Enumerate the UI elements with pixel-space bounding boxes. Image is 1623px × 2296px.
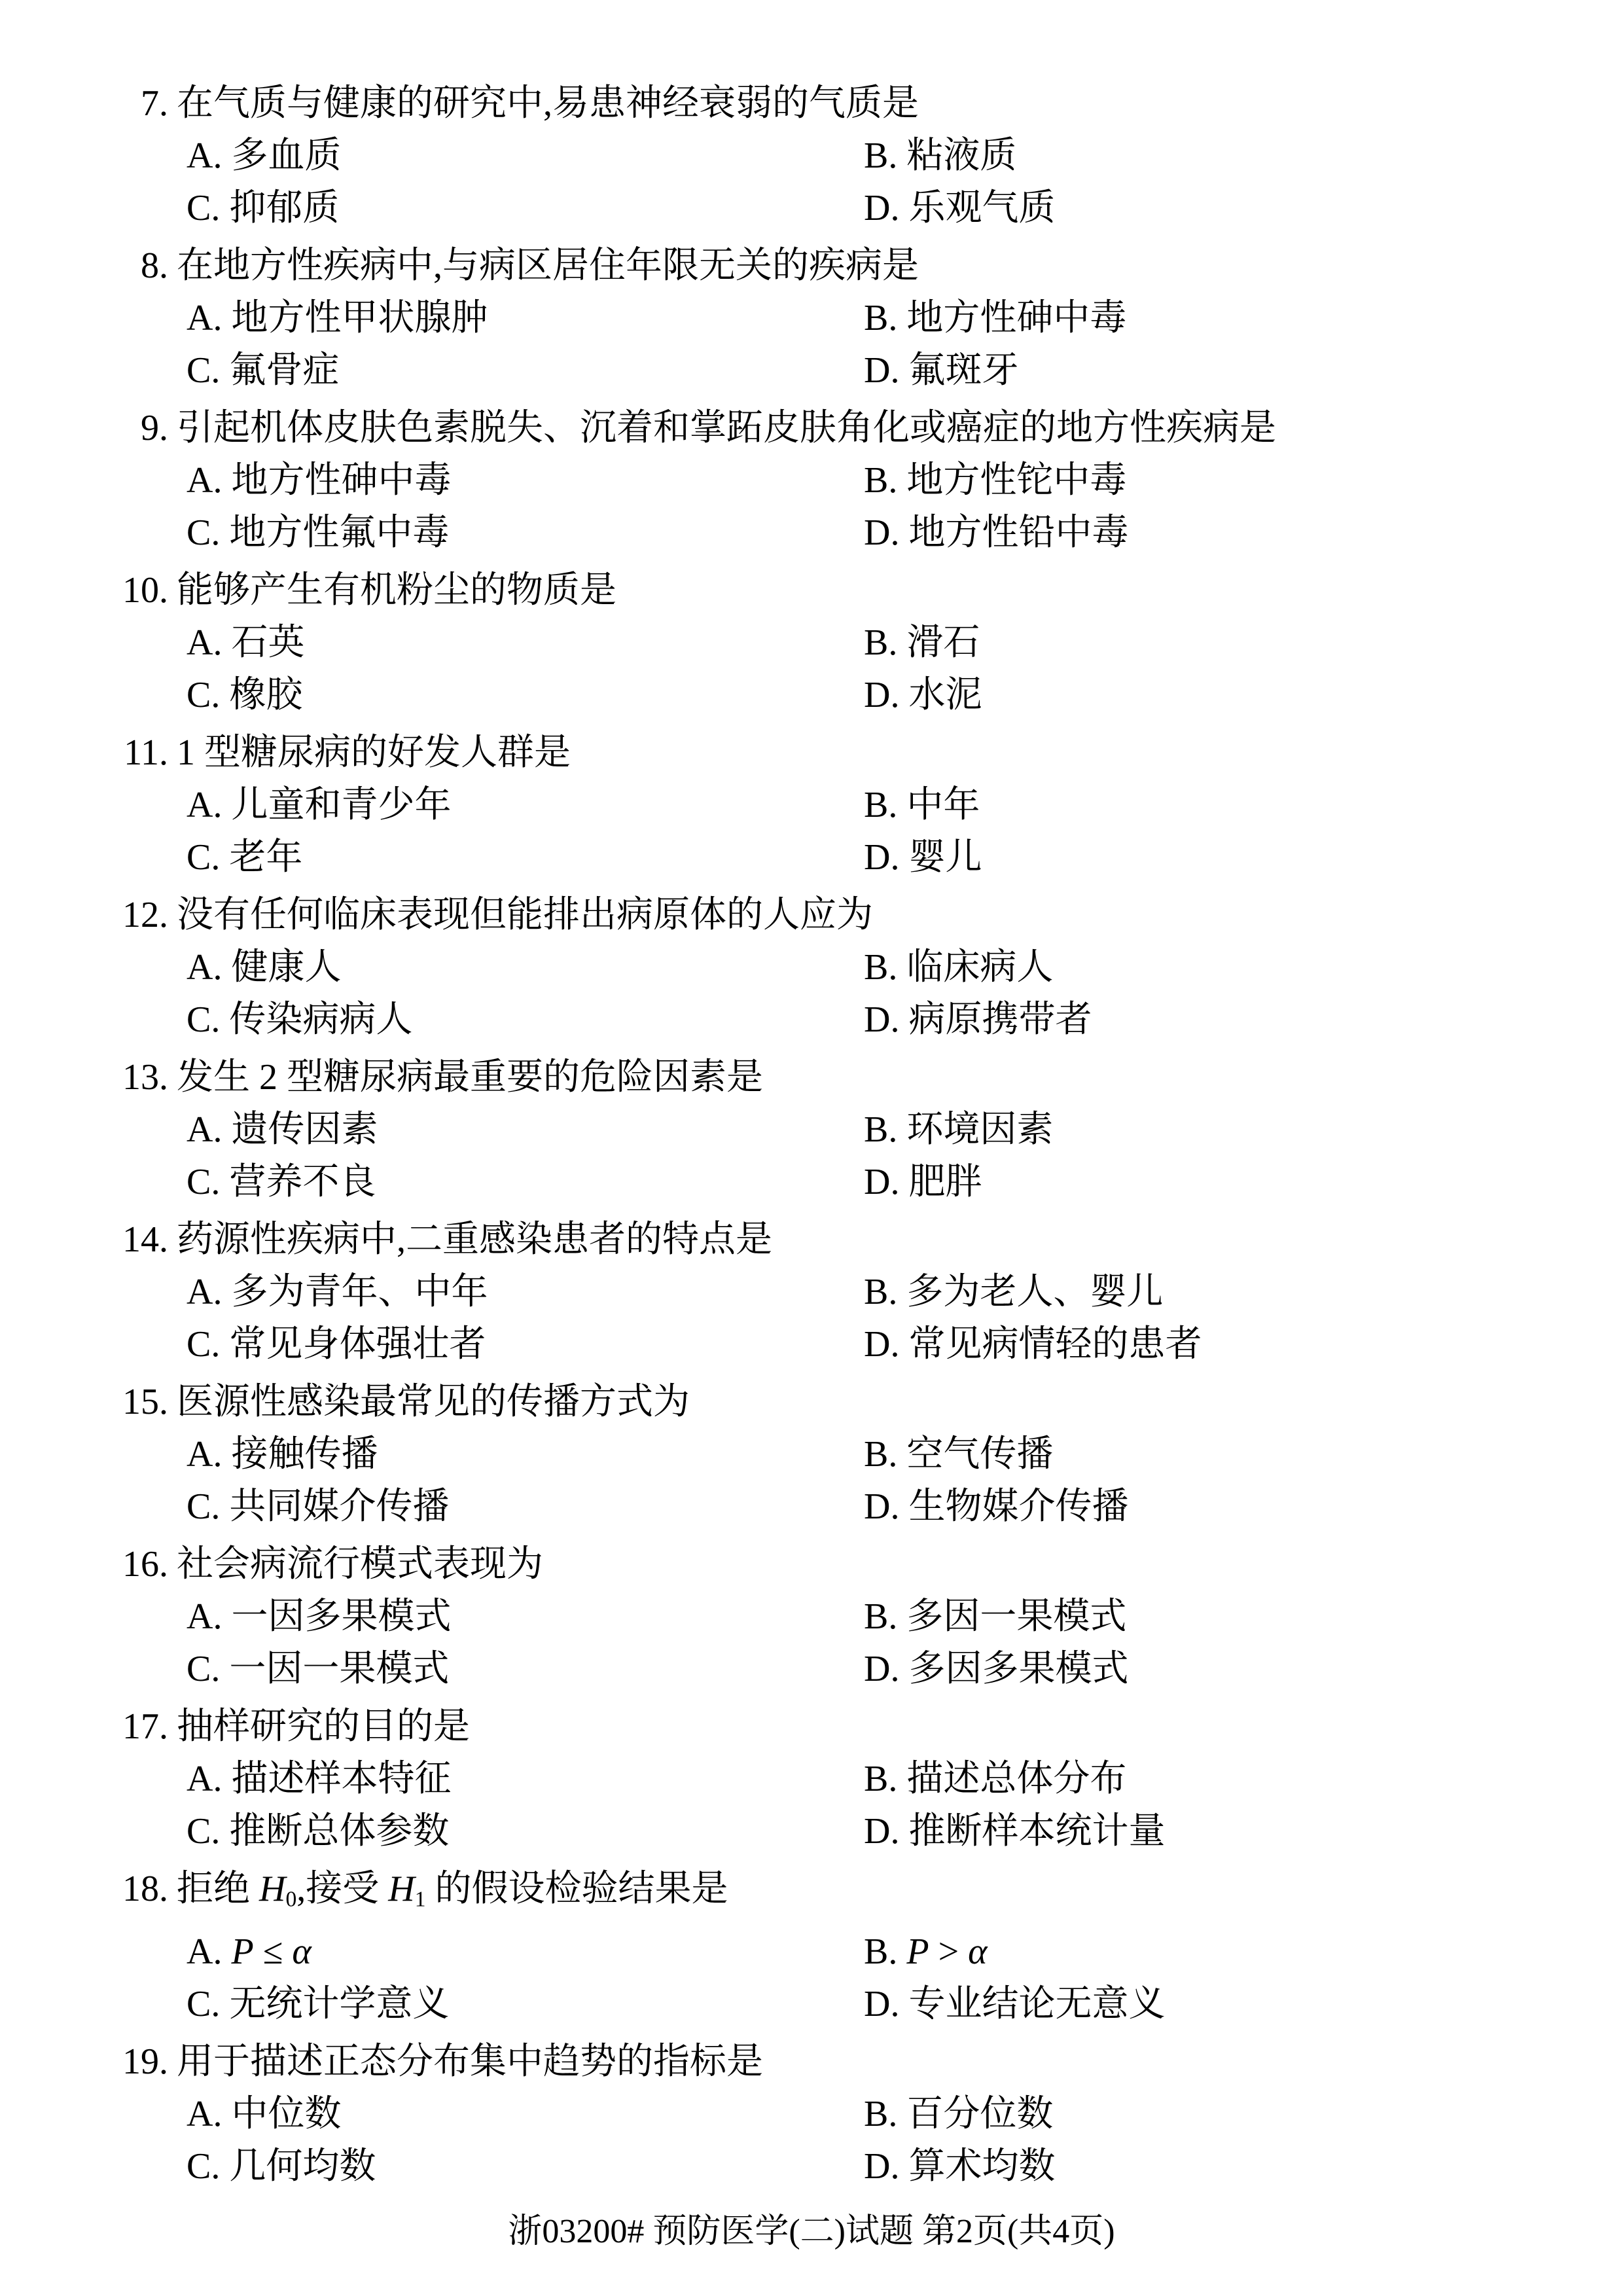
question-stem-row	[108, 1051, 1515, 1103]
question-number: 16.	[122, 1544, 168, 1585]
question	[108, 402, 1515, 559]
option-letter: D.	[864, 1486, 900, 1527]
option-row-ab	[108, 1103, 1515, 1156]
option-text: 多因一果模式	[906, 1596, 1127, 1637]
option	[187, 1318, 864, 1371]
option-letter: C.	[187, 1811, 221, 1852]
option	[864, 454, 1515, 507]
option	[864, 617, 1515, 669]
option	[864, 1753, 1515, 1805]
option-text: 乐观气质	[908, 188, 1056, 228]
question-stem-row	[108, 564, 1515, 617]
option-text: 氟斑牙	[908, 350, 1019, 391]
question-stem: 引起机体皮肤色素脱失、沉着和掌跖皮肤角化或癌症的地方性疾病是	[177, 408, 1276, 448]
option-text: 中年	[906, 785, 980, 825]
question	[108, 1376, 1515, 1533]
option-letter: D.	[864, 2146, 900, 2187]
option-text: 老年	[229, 837, 303, 878]
option	[864, 1643, 1515, 1695]
math-segment: α	[968, 1931, 988, 1973]
option-row-cd	[108, 1978, 1515, 2030]
question-stem: 没有任何临床表现但能排出病原体的人应为	[177, 895, 873, 935]
option-row-ab	[108, 1753, 1515, 1805]
option-row-ab	[108, 617, 1515, 669]
option	[864, 1156, 1515, 1208]
question	[108, 564, 1515, 721]
option-row-cd	[108, 1805, 1515, 1857]
option	[864, 1805, 1515, 1857]
option	[187, 1643, 864, 1695]
option-text	[906, 1931, 987, 1972]
question-number: 14.	[122, 1219, 168, 1260]
option-letter: C.	[187, 350, 221, 391]
option-letter: A.	[187, 1931, 223, 1973]
question-number: 18.	[122, 1869, 168, 1909]
question-stem: 用于描述正态分布集中趋势的指标是	[177, 2041, 763, 2083]
option	[187, 1156, 864, 1208]
option-row-cd	[108, 507, 1515, 559]
question	[108, 889, 1515, 1046]
option-text: 生物媒介传播	[908, 1486, 1129, 1527]
option-letter: D.	[864, 837, 900, 878]
option-row-ab	[108, 292, 1515, 344]
option	[187, 994, 864, 1046]
math-segment: 1	[414, 1887, 426, 1912]
option-row-cd	[108, 2140, 1515, 2193]
question	[108, 2036, 1515, 2193]
option-letter: B.	[864, 1596, 898, 1637]
option-row-cd	[108, 182, 1515, 234]
option-letter: B.	[864, 622, 898, 663]
option-letter: C.	[187, 999, 221, 1040]
option	[864, 779, 1515, 831]
option-letter: A.	[187, 460, 223, 501]
option-letter: B.	[864, 298, 898, 338]
option-text: 营养不良	[229, 1162, 376, 1202]
option-letter: C.	[187, 1486, 221, 1527]
option	[187, 344, 864, 397]
question	[108, 1051, 1515, 1208]
option-text: 中位数	[231, 2094, 342, 2135]
option	[187, 507, 864, 559]
option	[187, 1590, 864, 1643]
option	[187, 1805, 864, 1857]
question-stem: 医源性感染最常见的传播方式为	[177, 1382, 690, 1422]
option-text: 儿童和青少年	[231, 785, 452, 825]
option	[187, 941, 864, 994]
option-letter: D.	[864, 350, 900, 391]
question-stem-row	[108, 1700, 1515, 1753]
option	[187, 454, 864, 507]
option-row-cd	[108, 669, 1515, 721]
option-letter: D.	[864, 512, 900, 553]
option	[864, 941, 1515, 994]
option	[187, 1103, 864, 1156]
option-row-cd	[108, 344, 1515, 397]
question-stem-row	[108, 240, 1515, 292]
option-text: 一因一果模式	[229, 1649, 450, 1689]
option	[864, 1480, 1515, 1533]
option-letter: B.	[864, 947, 898, 988]
question-stem-row	[108, 402, 1515, 454]
option-text: 描述样本特征	[231, 1759, 452, 1799]
question-number: 10.	[122, 570, 168, 611]
question-number: 7.	[141, 83, 168, 124]
option	[864, 130, 1515, 182]
question-stem: 在气质与健康的研究中,易患神经衰弱的气质是	[177, 83, 919, 124]
option	[187, 2088, 864, 2140]
option-row-ab	[108, 941, 1515, 994]
option	[187, 1978, 864, 2030]
question-stem-row	[108, 2036, 1515, 2088]
math-segment: H	[259, 1869, 286, 1909]
option	[187, 617, 864, 669]
option-row-ab	[108, 454, 1515, 507]
option-letter: C.	[187, 512, 221, 553]
question	[108, 1213, 1515, 1371]
option-text: 地方性甲状腺肿	[231, 298, 488, 338]
question-stem-row	[108, 1538, 1515, 1590]
option	[187, 2140, 864, 2193]
option	[187, 1753, 864, 1805]
option-letter: C.	[187, 837, 221, 878]
option-text: 专业结论无意义	[908, 1984, 1166, 2025]
option-text: 地方性砷中毒	[906, 298, 1127, 338]
option-text: 描述总体分布	[906, 1759, 1127, 1799]
option-letter: D.	[864, 1649, 900, 1689]
option-text: 水泥	[908, 675, 982, 715]
option-text: 常见身体强壮者	[229, 1324, 486, 1365]
option	[864, 1266, 1515, 1318]
option-row-ab	[108, 130, 1515, 182]
question-number: 17.	[122, 1706, 168, 1747]
option	[864, 2140, 1515, 2193]
option-letter: A.	[187, 622, 223, 663]
option-letter: C.	[187, 188, 221, 228]
option-row-ab	[108, 1926, 1515, 1978]
question-stem	[177, 1863, 1515, 1926]
option-text: 橡胶	[229, 675, 303, 715]
option-letter: D.	[864, 1811, 900, 1852]
option-text: 多血质	[231, 135, 342, 176]
text-segment: 拒绝	[177, 1869, 259, 1909]
option-text: 多为老人、婴儿	[906, 1272, 1164, 1312]
option-letter: B.	[864, 135, 898, 176]
option-letter: B.	[864, 1931, 898, 1973]
text-segment: ≤	[253, 1931, 293, 1973]
option-letter: D.	[864, 999, 900, 1040]
option	[187, 292, 864, 344]
option-text: 环境因素	[906, 1109, 1054, 1150]
option-row-ab	[108, 1428, 1515, 1480]
option	[187, 669, 864, 721]
option	[187, 779, 864, 831]
option	[864, 831, 1515, 884]
option	[864, 507, 1515, 559]
option-letter: A.	[187, 1109, 223, 1150]
option-row-ab	[108, 2088, 1515, 2140]
option-text: 多为青年、中年	[231, 1272, 488, 1312]
option-letter: A.	[187, 135, 223, 176]
option-text: 算术均数	[908, 2146, 1056, 2187]
option-text: 地方性氟中毒	[229, 512, 450, 553]
option-row-ab	[108, 779, 1515, 831]
option	[864, 344, 1515, 397]
option-letter: A.	[187, 1596, 223, 1637]
option-text: 氟骨症	[229, 350, 340, 391]
question	[108, 726, 1515, 884]
option	[864, 994, 1515, 1046]
option-row-cd	[108, 994, 1515, 1046]
option-text: 病原携带者	[908, 999, 1092, 1040]
question-stem: 能够产生有机粉尘的物质是	[177, 570, 616, 611]
option-letter: C.	[187, 1649, 221, 1689]
option-letter: A.	[187, 947, 223, 988]
page-footer: 浙03200# 预防医学(二)试题 第2页(共4页)	[508, 2213, 1115, 2250]
option-letter: A.	[187, 2094, 223, 2135]
option-text: 空气传播	[906, 1434, 1054, 1475]
option-text: 接触传播	[231, 1434, 378, 1475]
option-letter: B.	[864, 1434, 898, 1475]
question-stem-row	[108, 77, 1515, 130]
question-number: 11.	[124, 732, 168, 773]
math-segment: P	[906, 1931, 929, 1973]
option-text: 健康人	[231, 947, 342, 988]
question-number: 9.	[141, 408, 168, 448]
option-text: 临床病人	[906, 947, 1054, 988]
option-letter: B.	[864, 460, 898, 501]
question-stem-row	[108, 1376, 1515, 1428]
option-letter: A.	[187, 785, 223, 825]
option-text: 几何均数	[229, 2146, 376, 2187]
question-number: 12.	[122, 895, 168, 935]
question-stem-row	[108, 1863, 1515, 1926]
option-row-cd	[108, 1156, 1515, 1208]
option	[864, 1318, 1515, 1371]
option-letter: B.	[864, 1109, 898, 1150]
option-row-cd	[108, 1480, 1515, 1533]
option-letter: A.	[187, 1759, 223, 1799]
option-letter: A.	[187, 1272, 223, 1312]
question-number: 19.	[122, 2041, 168, 2083]
option-letter: B.	[864, 1272, 898, 1312]
question	[108, 240, 1515, 397]
question	[108, 1538, 1515, 1695]
option	[864, 1103, 1515, 1156]
option-letter: D.	[864, 1984, 900, 2025]
option	[187, 130, 864, 182]
option	[864, 1428, 1515, 1480]
option-row-ab	[108, 1266, 1515, 1318]
option-row-cd	[108, 831, 1515, 884]
option-text: 传染病病人	[229, 999, 413, 1040]
text-segment: >	[929, 1931, 969, 1973]
option-text: 多因多果模式	[908, 1649, 1129, 1689]
option-text: 常见病情轻的患者	[908, 1324, 1202, 1365]
option-letter: D.	[864, 675, 900, 715]
option-text: 地方性铊中毒	[906, 460, 1127, 501]
math-segment: α	[292, 1931, 312, 1973]
option-row-cd	[108, 1318, 1515, 1371]
option-text: 一因多果模式	[231, 1596, 452, 1637]
option-letter: D.	[864, 188, 900, 228]
question	[108, 77, 1515, 234]
question-stem: 在地方性疾病中,与病区居住年限无关的疾病是	[177, 245, 919, 286]
option-text: 遗传因素	[231, 1109, 378, 1150]
question-stem: 抽样研究的目的是	[177, 1706, 470, 1747]
question-stem-row	[108, 889, 1515, 941]
option-text: 石英	[231, 622, 305, 663]
option-letter: C.	[187, 1162, 221, 1202]
option	[187, 1926, 864, 1978]
question-stem: 1 型糖尿病的好发人群是	[177, 732, 571, 773]
question-number: 8.	[141, 245, 168, 286]
option-letter: C.	[187, 1324, 221, 1365]
question	[108, 1700, 1515, 1857]
option	[864, 2088, 1515, 2140]
option-row-ab	[108, 1590, 1515, 1643]
option-letter: B.	[864, 785, 898, 825]
option-row-cd	[108, 1643, 1515, 1695]
question-stem-row	[108, 1213, 1515, 1266]
option	[864, 292, 1515, 344]
option-text: 地方性砷中毒	[231, 460, 452, 501]
option-letter: D.	[864, 1324, 900, 1365]
math-segment: 0	[285, 1887, 297, 1912]
option	[187, 1428, 864, 1480]
math-segment: H	[388, 1869, 415, 1909]
option-text: 地方性铅中毒	[908, 512, 1129, 553]
option	[864, 1590, 1515, 1643]
option	[864, 1978, 1515, 2030]
option-letter: B.	[864, 1759, 898, 1799]
option-text: 粘液质	[906, 135, 1017, 176]
option-text	[231, 1931, 311, 1972]
question-number: 13.	[122, 1057, 168, 1098]
question	[108, 1863, 1515, 2030]
option	[187, 1480, 864, 1533]
option-letter: A.	[187, 298, 223, 338]
option-letter: D.	[864, 1162, 900, 1202]
question-stem-row	[108, 726, 1515, 779]
option	[864, 669, 1515, 721]
text-segment: ,接受	[296, 1869, 389, 1909]
option-text: 推断总体参数	[229, 1811, 450, 1852]
text-segment: 的假设检验结果是	[425, 1869, 728, 1909]
option-text: 肥胖	[908, 1162, 982, 1202]
option-text: 共同媒介传播	[229, 1486, 450, 1527]
option-text: 滑石	[906, 622, 980, 663]
option	[187, 1266, 864, 1318]
option-text: 百分位数	[906, 2094, 1054, 2135]
option	[187, 182, 864, 234]
question-stem: 发生 2 型糖尿病最重要的危险因素是	[177, 1057, 763, 1098]
question-number: 15.	[122, 1382, 168, 1422]
option	[864, 182, 1515, 234]
option-letter: C.	[187, 1984, 221, 2025]
option-letter: C.	[187, 2146, 221, 2187]
question-stem: 药源性疾病中,二重感染患者的特点是	[177, 1219, 772, 1260]
option-text: 抑郁质	[229, 188, 340, 228]
option	[864, 1926, 1515, 1978]
option-text: 无统计学意义	[229, 1984, 450, 2025]
option-letter: B.	[864, 2094, 898, 2135]
math-segment: P	[231, 1931, 254, 1973]
question-stem: 社会病流行模式表现为	[177, 1544, 543, 1585]
option-text: 推断样本统计量	[908, 1811, 1166, 1852]
option-letter: C.	[187, 675, 221, 715]
option-text: 婴儿	[908, 837, 982, 878]
option-letter: A.	[187, 1434, 223, 1475]
question-list	[108, 77, 1515, 2198]
option	[187, 831, 864, 884]
